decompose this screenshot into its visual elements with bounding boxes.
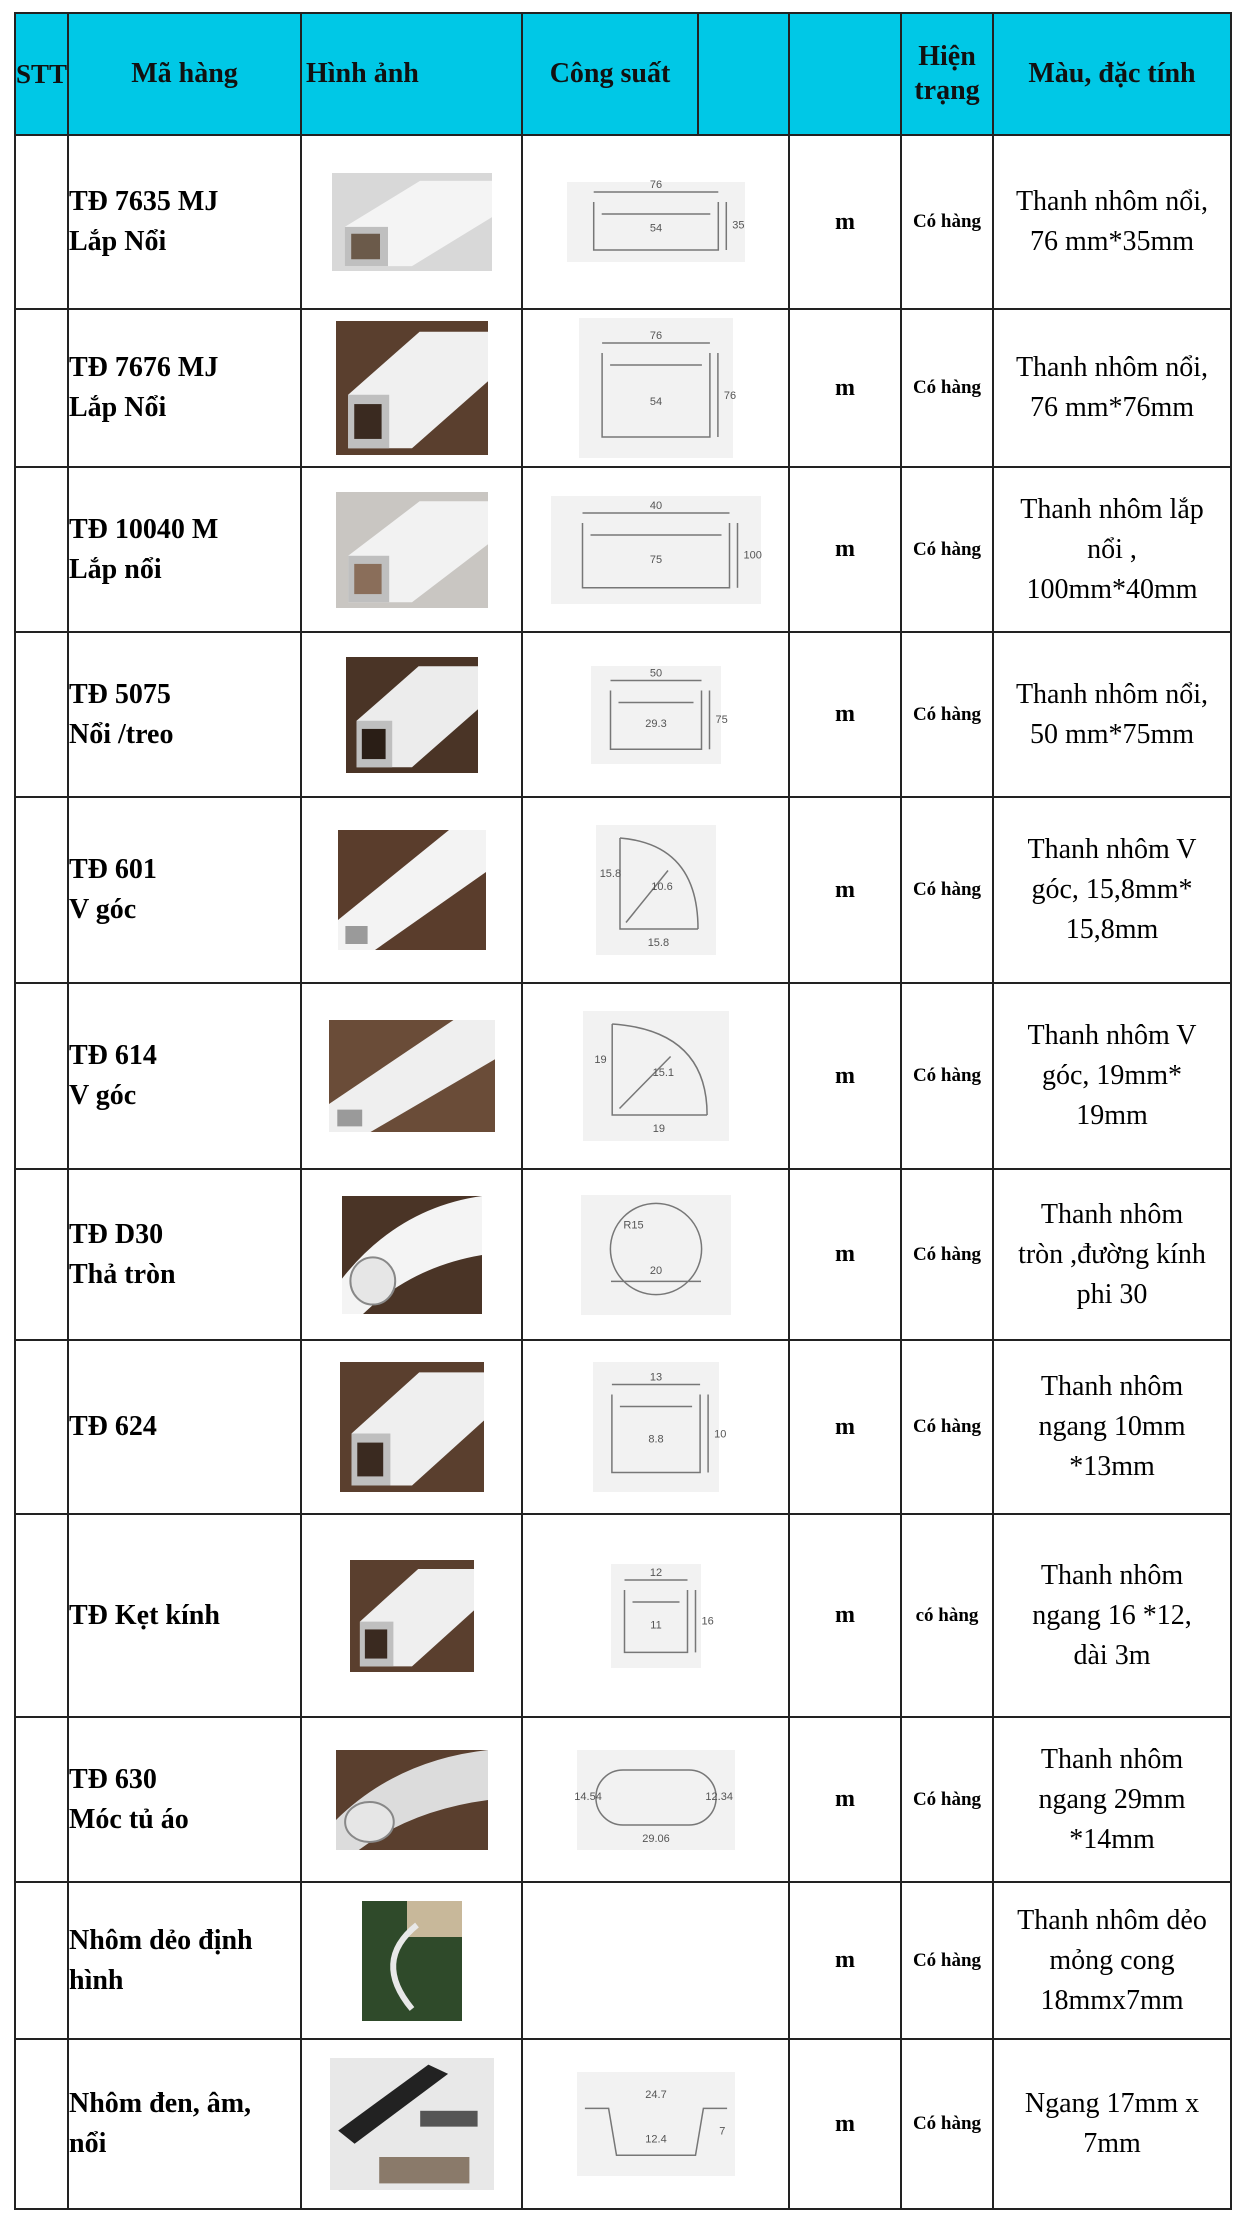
stt-cell bbox=[15, 1169, 68, 1340]
product-photo bbox=[340, 1362, 484, 1492]
product-photo bbox=[338, 830, 486, 950]
header-hien-trang bbox=[901, 13, 993, 135]
header-hien-trang-line1: Hiện bbox=[918, 41, 976, 72]
svg-text:40: 40 bbox=[649, 499, 662, 512]
description-line-1: Thanh nhôm bbox=[1040, 1743, 1184, 1775]
description-line-3: 15,8mm bbox=[1065, 914, 1159, 945]
profile-drawing-cell bbox=[522, 1882, 789, 2039]
product-mount-type: Lắp nổi bbox=[69, 553, 162, 585]
description-line-1: Thanh nhôm dẻo bbox=[1017, 1904, 1207, 1936]
product-mount-type: V góc bbox=[69, 1080, 137, 1111]
table-row bbox=[15, 135, 1231, 309]
table-row bbox=[15, 1717, 1231, 1882]
description-cell bbox=[993, 632, 1231, 797]
product-code: TĐ 624 bbox=[69, 1411, 157, 1442]
description-cell bbox=[993, 1169, 1231, 1340]
profile-drawing-cell bbox=[522, 632, 789, 797]
svg-text:76: 76 bbox=[649, 330, 662, 342]
unit-cell: m bbox=[789, 1340, 901, 1514]
profile-drawing-cell bbox=[522, 1717, 789, 1882]
profile-drawing bbox=[551, 496, 761, 604]
stt-cell bbox=[15, 1514, 68, 1717]
product-image-cell bbox=[301, 1514, 522, 1717]
description-line-2: 7mm bbox=[1083, 2128, 1141, 2159]
stt-cell bbox=[15, 983, 68, 1169]
table-row bbox=[15, 797, 1231, 983]
header-stt: STT bbox=[15, 13, 68, 135]
profile-drawing-cell bbox=[522, 983, 789, 1169]
stt-cell bbox=[15, 632, 68, 797]
table-row bbox=[15, 632, 1231, 797]
svg-text:19: 19 bbox=[652, 1122, 665, 1135]
svg-text:54: 54 bbox=[649, 222, 662, 235]
product-image-cell bbox=[301, 797, 522, 983]
product-mount-type: nổi bbox=[69, 2128, 107, 2159]
svg-text:7: 7 bbox=[718, 2125, 725, 2138]
product-code-cell bbox=[68, 1340, 301, 1514]
profile-drawing bbox=[579, 318, 736, 458]
product-table bbox=[14, 12, 1232, 2210]
product-code: TĐ 630 bbox=[69, 1763, 157, 1795]
status-cell: Có hàng bbox=[901, 1169, 993, 1340]
product-photo bbox=[330, 2058, 494, 2190]
product-code-cell bbox=[68, 1882, 301, 2039]
description-line-2: 76 mm*76mm bbox=[1029, 392, 1195, 423]
svg-text:15.1: 15.1 bbox=[652, 1067, 674, 1079]
svg-text:29.06: 29.06 bbox=[641, 1832, 670, 1845]
svg-text:10: 10 bbox=[713, 1428, 726, 1441]
status-cell: Có hàng bbox=[901, 1717, 993, 1882]
product-image-cell bbox=[301, 309, 522, 467]
unit-cell: m bbox=[789, 632, 901, 797]
svg-text:35: 35 bbox=[731, 219, 745, 232]
product-photo bbox=[342, 1196, 482, 1314]
description-line-3: *13mm bbox=[1069, 1451, 1155, 1482]
svg-text:50: 50 bbox=[649, 667, 662, 679]
svg-text:12.34: 12.34 bbox=[704, 1790, 733, 1803]
product-image-cell bbox=[301, 1882, 522, 2039]
svg-text:16: 16 bbox=[701, 1614, 714, 1627]
status-cell: Có hàng bbox=[901, 135, 993, 309]
product-code: TĐ 10040 M bbox=[69, 513, 219, 545]
product-code-cell bbox=[68, 1717, 301, 1882]
product-image-cell bbox=[301, 1169, 522, 1340]
table-row bbox=[15, 2039, 1231, 2209]
header-mau-dac-tinh: Màu, đặc tính bbox=[993, 13, 1231, 135]
table-row bbox=[15, 1169, 1231, 1340]
unit-cell: m bbox=[789, 467, 901, 632]
svg-text:20: 20 bbox=[649, 1264, 662, 1277]
unit-cell: m bbox=[789, 309, 901, 467]
product-code: TĐ 601 bbox=[69, 854, 157, 885]
svg-text:75: 75 bbox=[649, 553, 662, 566]
stt-cell bbox=[15, 309, 68, 467]
product-photo bbox=[336, 492, 488, 608]
product-code-cell bbox=[68, 983, 301, 1169]
description-line-2: ngang 29mm bbox=[1038, 1783, 1186, 1815]
product-code-cell bbox=[68, 632, 301, 797]
svg-text:76: 76 bbox=[649, 179, 662, 191]
svg-text:10.6: 10.6 bbox=[650, 881, 673, 893]
header-unit-blank bbox=[789, 13, 901, 135]
description-line-1: Thanh nhôm nổi, bbox=[1015, 678, 1209, 710]
product-code: TĐ 7676 MJ bbox=[69, 352, 219, 383]
description-line-2: tròn ,đường kính bbox=[1018, 1238, 1206, 1270]
svg-text:8.8: 8.8 bbox=[647, 1433, 664, 1446]
stt-cell bbox=[15, 467, 68, 632]
header-cong-suat: Công suất bbox=[522, 13, 698, 135]
unit-cell: m bbox=[789, 1882, 901, 2039]
svg-text:54: 54 bbox=[649, 395, 662, 408]
description-line-3: 18mmx7mm bbox=[1040, 1984, 1184, 2016]
product-image-cell bbox=[301, 983, 522, 1169]
product-code-cell bbox=[68, 797, 301, 983]
status-cell: Có hàng bbox=[901, 1882, 993, 2039]
svg-text:14.54: 14.54 bbox=[573, 1790, 602, 1803]
product-mount-type: V góc bbox=[69, 894, 137, 925]
description-line-2: mỏng cong bbox=[1049, 1944, 1175, 1976]
description-cell bbox=[993, 309, 1231, 467]
product-mount-type: Lắp Nổi bbox=[69, 392, 167, 423]
profile-drawing bbox=[573, 1750, 735, 1850]
profile-drawing bbox=[596, 825, 716, 955]
table-row bbox=[15, 1514, 1231, 1717]
description-line-3: phi 30 bbox=[1076, 1278, 1148, 1310]
description-line-1: Thanh nhôm V bbox=[1027, 834, 1197, 865]
description-cell bbox=[993, 1882, 1231, 2039]
svg-text:12.4: 12.4 bbox=[644, 2133, 667, 2146]
description-line-2: góc, 19mm* bbox=[1042, 1060, 1182, 1091]
profile-drawing bbox=[577, 2072, 735, 2176]
status-cell: Có hàng bbox=[901, 1340, 993, 1514]
product-mount-type: Móc tủ áo bbox=[69, 1803, 189, 1835]
svg-text:15.8: 15.8 bbox=[599, 868, 621, 880]
unit-cell: m bbox=[789, 1717, 901, 1882]
svg-text:29.3: 29.3 bbox=[644, 717, 667, 730]
description-cell bbox=[993, 2039, 1231, 2209]
product-photo bbox=[329, 1020, 495, 1132]
profile-drawing-cell bbox=[522, 309, 789, 467]
table-row bbox=[15, 983, 1231, 1169]
product-code: TĐ D30 bbox=[69, 1218, 164, 1250]
profile-drawing-cell bbox=[522, 467, 789, 632]
description-cell bbox=[993, 983, 1231, 1169]
description-line-2: nổi , bbox=[1087, 533, 1137, 565]
product-photo bbox=[332, 173, 492, 271]
profile-drawing bbox=[583, 1011, 729, 1141]
description-cell bbox=[993, 135, 1231, 309]
description-cell bbox=[993, 1717, 1231, 1882]
product-code-cell bbox=[68, 1514, 301, 1717]
product-image-cell bbox=[301, 1717, 522, 1882]
svg-text:13: 13 bbox=[649, 1371, 662, 1384]
description-line-1: Thanh nhôm lắp bbox=[1020, 493, 1204, 525]
description-line-1: Thanh nhôm bbox=[1040, 1198, 1184, 1230]
svg-text:11: 11 bbox=[649, 1618, 662, 1631]
status-cell: có hàng bbox=[901, 1514, 993, 1717]
svg-text:100: 100 bbox=[743, 549, 762, 562]
description-cell bbox=[993, 797, 1231, 983]
description-cell bbox=[993, 1340, 1231, 1514]
profile-drawing-cell bbox=[522, 1169, 789, 1340]
profile-drawing-cell bbox=[522, 1514, 789, 1717]
svg-text:15.8: 15.8 bbox=[647, 936, 669, 949]
description-cell bbox=[993, 467, 1231, 632]
unit-cell: m bbox=[789, 135, 901, 309]
table-row bbox=[15, 1340, 1231, 1514]
product-photo bbox=[350, 1560, 474, 1672]
product-code-cell bbox=[68, 1169, 301, 1340]
stt-cell bbox=[15, 1340, 68, 1514]
description-line-3: *14mm bbox=[1069, 1823, 1155, 1855]
profile-drawing bbox=[567, 179, 745, 262]
unit-cell: m bbox=[789, 983, 901, 1169]
product-code: Nhôm đen, âm, bbox=[69, 2088, 252, 2119]
description-line-2: góc, 15,8mm* bbox=[1031, 874, 1193, 905]
svg-text:12: 12 bbox=[649, 1566, 662, 1579]
description-line-1: Thanh nhôm bbox=[1040, 1371, 1184, 1402]
status-cell: Có hàng bbox=[901, 632, 993, 797]
profile-drawing bbox=[611, 1564, 714, 1668]
status-cell: Có hàng bbox=[901, 983, 993, 1169]
svg-text:24.7: 24.7 bbox=[644, 2089, 667, 2101]
header-blank bbox=[698, 13, 789, 135]
description-line-2: 50 mm*75mm bbox=[1029, 718, 1195, 750]
product-image-cell bbox=[301, 135, 522, 309]
status-cell: Có hàng bbox=[901, 309, 993, 467]
profile-drawing bbox=[591, 666, 728, 764]
product-image-cell bbox=[301, 467, 522, 632]
profile-drawing bbox=[593, 1362, 726, 1492]
description-line-1: Ngang 17mm x bbox=[1024, 2088, 1200, 2119]
table-row bbox=[15, 467, 1231, 632]
product-code: TĐ 614 bbox=[69, 1040, 157, 1071]
product-photo bbox=[336, 321, 488, 455]
stt-cell bbox=[15, 1882, 68, 2039]
product-code: TĐ Kẹt kính bbox=[69, 1599, 220, 1631]
product-code-cell bbox=[68, 309, 301, 467]
unit-cell: m bbox=[789, 1169, 901, 1340]
product-image-cell bbox=[301, 1340, 522, 1514]
stt-cell bbox=[15, 797, 68, 983]
product-mount-type: Nổi /treo bbox=[69, 718, 174, 750]
profile-drawing-cell bbox=[522, 135, 789, 309]
profile-drawing-cell bbox=[522, 797, 789, 983]
header-ma-hang: Mã hàng bbox=[68, 13, 301, 135]
header-row bbox=[15, 13, 1231, 135]
description-line-2: ngang 16 *12, bbox=[1032, 1599, 1192, 1631]
description-line-3: 100mm*40mm bbox=[1026, 573, 1198, 605]
unit-cell: m bbox=[789, 2039, 901, 2209]
description-line-1: Thanh nhôm bbox=[1040, 1559, 1184, 1591]
description-line-2: ngang 10mm bbox=[1038, 1411, 1186, 1442]
description-line-3: dài 3m bbox=[1073, 1639, 1151, 1671]
description-line-1: Thanh nhôm V bbox=[1027, 1020, 1197, 1051]
table-row bbox=[15, 1882, 1231, 2039]
product-mount-type: Thả tròn bbox=[69, 1258, 176, 1290]
svg-text:76: 76 bbox=[723, 390, 736, 403]
header-hien-trang-line2: trạng bbox=[914, 75, 980, 106]
status-cell: Có hàng bbox=[901, 467, 993, 632]
product-mount-type: hình bbox=[69, 1964, 124, 1996]
product-image-cell bbox=[301, 632, 522, 797]
svg-text:R15: R15 bbox=[622, 1219, 644, 1232]
stt-cell bbox=[15, 1717, 68, 1882]
stt-cell bbox=[15, 2039, 68, 2209]
svg-text:19: 19 bbox=[593, 1054, 607, 1066]
product-code-cell bbox=[68, 135, 301, 309]
product-code: TĐ 5075 bbox=[69, 678, 171, 710]
description-line-1: Thanh nhôm nổi, bbox=[1015, 352, 1209, 383]
product-code: TĐ 7635 MJ bbox=[69, 186, 219, 217]
profile-drawing-cell bbox=[522, 2039, 789, 2209]
table-row bbox=[15, 309, 1231, 467]
product-photo bbox=[346, 657, 478, 773]
status-cell: Có hàng bbox=[901, 2039, 993, 2209]
product-code: Nhôm dẻo định bbox=[69, 1924, 253, 1956]
svg-text:75: 75 bbox=[715, 713, 728, 726]
description-line-2: 76 mm*35mm bbox=[1029, 226, 1195, 257]
description-cell bbox=[993, 1514, 1231, 1717]
status-cell: Có hàng bbox=[901, 797, 993, 983]
header-hinh-anh: Hình ảnh bbox=[301, 13, 522, 135]
profile-drawing bbox=[581, 1195, 731, 1315]
product-image-cell bbox=[301, 2039, 522, 2209]
profile-drawing-cell bbox=[522, 1340, 789, 1514]
product-mount-type: Lắp Nổi bbox=[69, 226, 167, 257]
product-photo bbox=[336, 1750, 488, 1850]
stt-cell bbox=[15, 135, 68, 309]
product-photo bbox=[362, 1901, 462, 2021]
product-code-cell bbox=[68, 467, 301, 632]
unit-cell: m bbox=[789, 797, 901, 983]
description-line-3: 19mm bbox=[1076, 1100, 1148, 1131]
unit-cell: m bbox=[789, 1514, 901, 1717]
description-line-1: Thanh nhôm nổi, bbox=[1015, 186, 1209, 217]
product-code-cell bbox=[68, 2039, 301, 2209]
